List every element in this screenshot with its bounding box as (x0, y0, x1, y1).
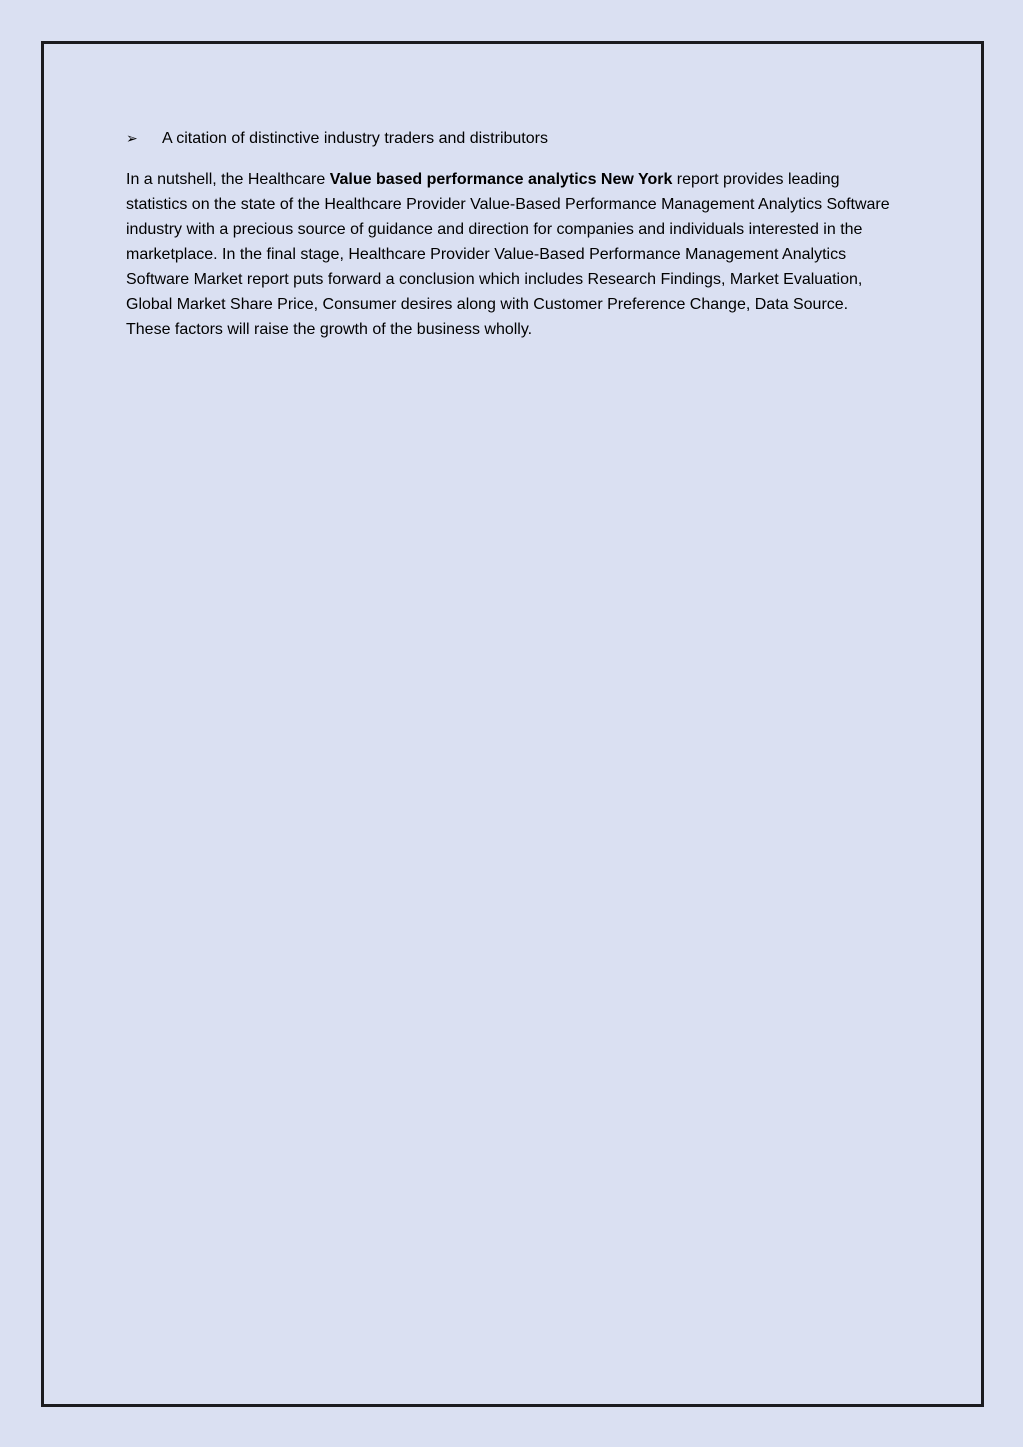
paragraph-suffix: report provides leading statistics on the state of the Healthcare Provider Value-Based Performance Management Analytics Software industry with a precious source of guidance and direction for companies and individuals interested in the marketplace. In the final stage, Healthcare Provider Value-Based Performance Management Analytics Software Market report puts forward a conclusion which includes Research Findings, Market Evaluation, Global Market Share Price, Consumer desires along with Customer Preference Change, Data Source. These factors will raise the growth of the business wholly. (126, 171, 890, 338)
arrow-bullet-icon: ➢ (126, 130, 138, 146)
page-frame (41, 41, 984, 1407)
list-item (126, 128, 896, 149)
document-content (126, 128, 896, 358)
summary-paragraph (126, 167, 896, 342)
paragraph-prefix: In a nutshell, the Healthcare (126, 171, 330, 188)
list-item-text: A citation of distinctive industry traders and distributors (162, 130, 548, 147)
paragraph-bold-keyword: Value based performance analytics New York (329, 171, 673, 188)
